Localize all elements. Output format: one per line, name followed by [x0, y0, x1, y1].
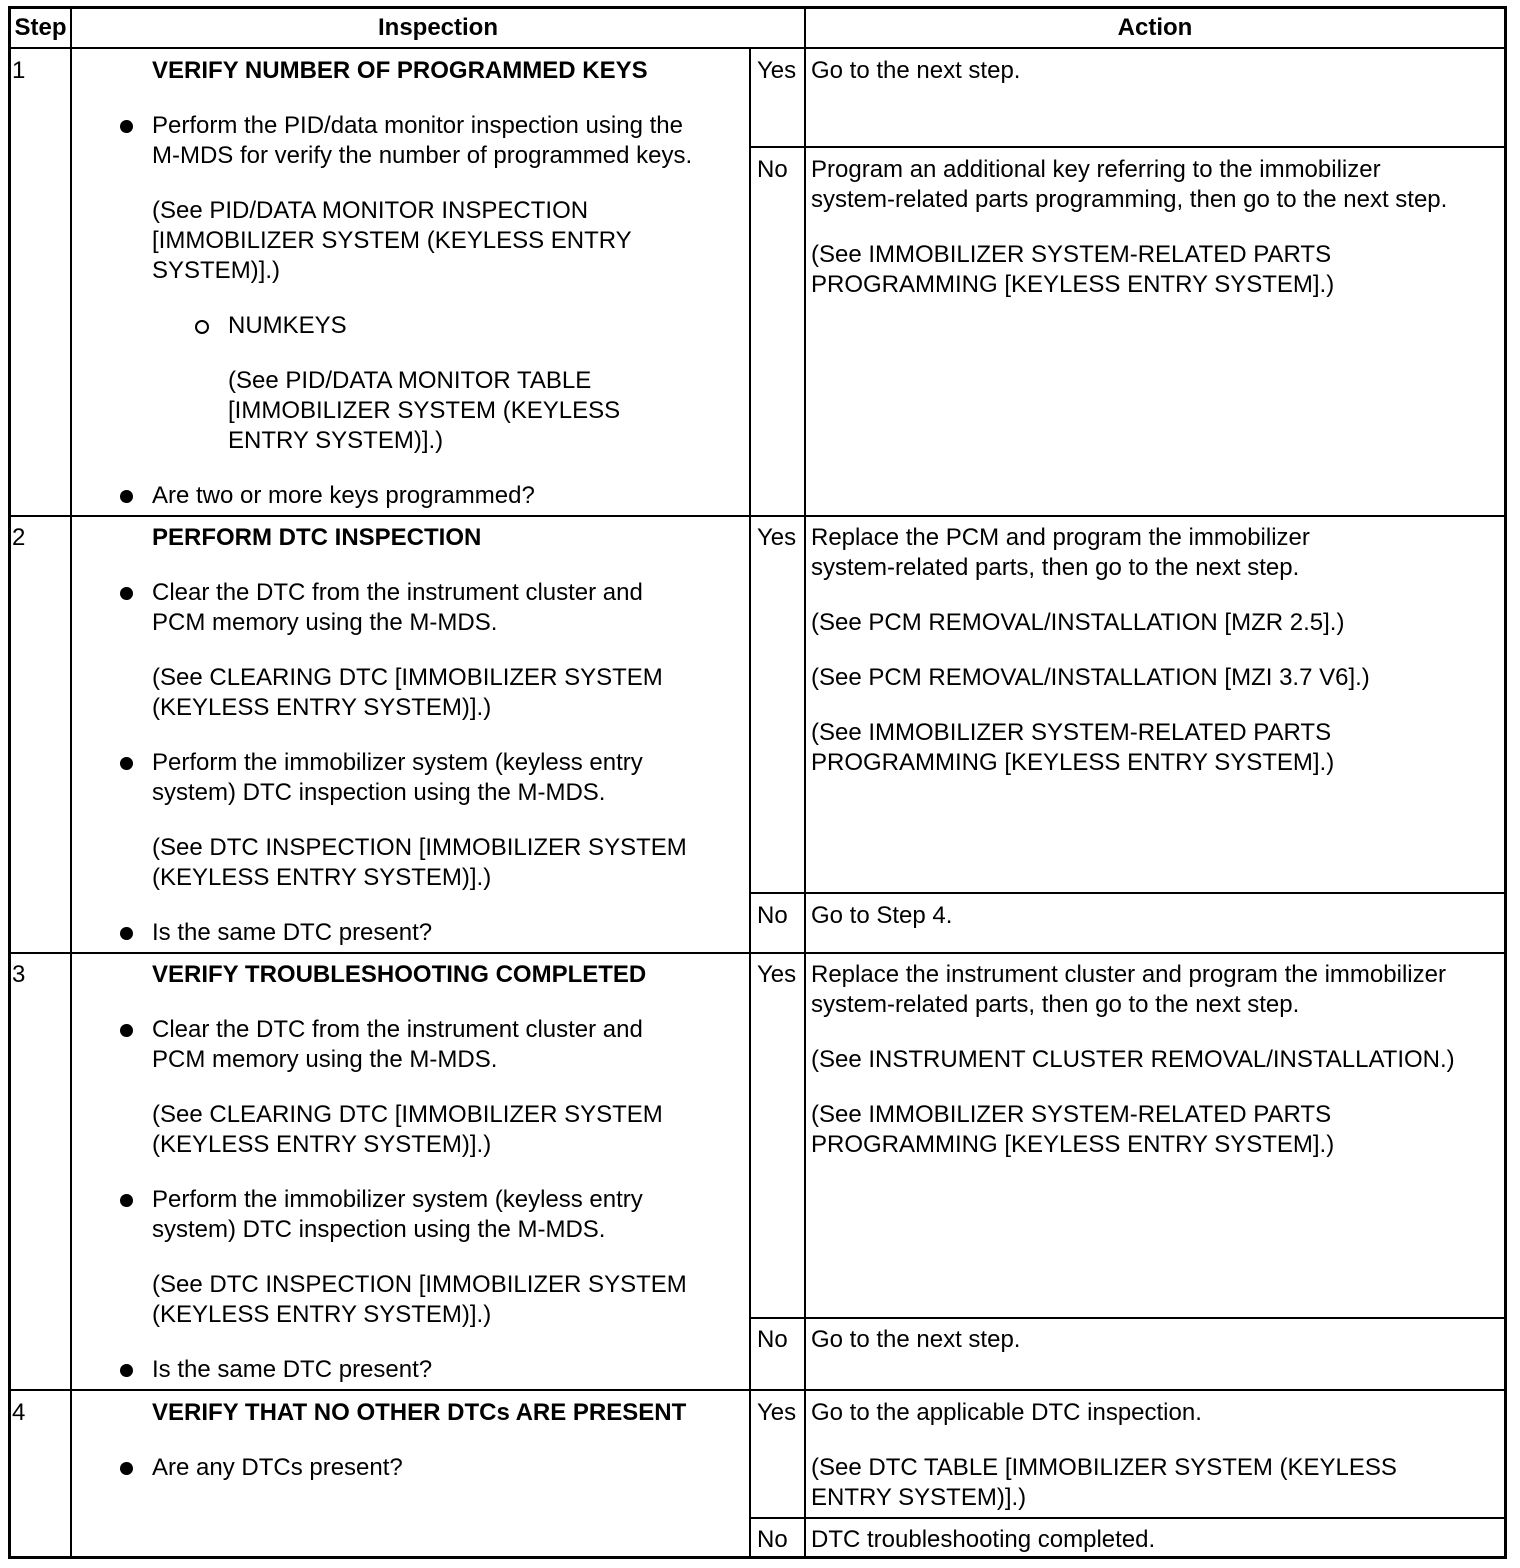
- row-divider-header: [8, 47, 1507, 49]
- yes-action: Replace the instrument cluster and program the immobilizer: [811, 961, 1446, 988]
- reference-text: (KEYLESS ENTRY SYSTEM)].): [152, 694, 492, 721]
- bullet-icon: [120, 1194, 133, 1207]
- no-action: system-related parts programming, then go to the next step.: [811, 186, 1448, 213]
- step-title: VERIFY NUMBER OF PROGRAMMED KEYS: [152, 57, 648, 84]
- bullet-text: system) DTC inspection using the M-MDS.: [152, 1216, 606, 1243]
- bullet-text: system) DTC inspection using the M-MDS.: [152, 779, 606, 806]
- bullet-text: M-MDS for verify the number of programmed keys.: [152, 142, 693, 169]
- no-label: No: [757, 1526, 788, 1553]
- bullet-icon: [120, 120, 133, 133]
- question-text: Is the same DTC present?: [152, 1356, 433, 1383]
- header-inspection: Inspection: [377, 14, 498, 41]
- yes-label: Yes: [757, 57, 797, 84]
- yes-reference: (See INSTRUMENT CLUSTER REMOVAL/INSTALLATION.): [811, 1046, 1455, 1073]
- reference-text: (KEYLESS ENTRY SYSTEM)].): [152, 1301, 492, 1328]
- header-step: Step: [14, 14, 67, 41]
- no-reference: (See IMMOBILIZER SYSTEM-RELATED PARTS: [811, 241, 1332, 268]
- no-reference: PROGRAMMING [KEYLESS ENTRY SYSTEM].): [811, 271, 1335, 298]
- bullet-text: Perform the immobilizer system (keyless entry: [152, 749, 643, 776]
- bullet-icon: [120, 490, 133, 503]
- yes-reference: (See IMMOBILIZER SYSTEM-RELATED PARTS: [811, 1101, 1332, 1128]
- yes-label: Yes: [757, 961, 797, 988]
- yes-reference: ENTRY SYSTEM)].): [811, 1484, 1027, 1511]
- reference-text: (See CLEARING DTC [IMMOBILIZER SYSTEM: [152, 664, 663, 691]
- reference-text: (See DTC INSPECTION [IMMOBILIZER SYSTEM: [152, 1271, 687, 1298]
- bullet-text: Perform the immobilizer system (keyless entry: [152, 1186, 643, 1213]
- yes-reference: PROGRAMMING [KEYLESS ENTRY SYSTEM].): [811, 1131, 1335, 1158]
- reference-text: SYSTEM)].): [152, 257, 281, 284]
- bullet-icon: [120, 1364, 133, 1377]
- bullet-icon: [120, 1024, 133, 1037]
- step-number: 4: [12, 1399, 26, 1426]
- question-text: Are any DTCs present?: [152, 1454, 403, 1481]
- bullet-icon: [120, 587, 133, 600]
- header-action: Action: [1117, 14, 1193, 41]
- reference-text: (KEYLESS ENTRY SYSTEM)].): [152, 1131, 492, 1158]
- reference-text: (See CLEARING DTC [IMMOBILIZER SYSTEM: [152, 1101, 663, 1128]
- yesno-divider-1: [749, 146, 1507, 148]
- yes-label: Yes: [757, 1399, 797, 1426]
- table-border-top: [8, 6, 1507, 9]
- yes-action: system-related parts, then go to the next step.: [811, 991, 1300, 1018]
- bullet-icon: [120, 927, 133, 940]
- no-action: Go to the next step.: [811, 1326, 1021, 1353]
- reference-text: (See DTC INSPECTION [IMMOBILIZER SYSTEM: [152, 834, 687, 861]
- yes-action: Go to the applicable DTC inspection.: [811, 1399, 1202, 1426]
- question-text: Is the same DTC present?: [152, 919, 433, 946]
- col-divider-action: [804, 6, 806, 1558]
- sub-bullet-text: NUMKEYS: [228, 312, 347, 339]
- bullet-text: PCM memory using the M-MDS.: [152, 609, 498, 636]
- table-border-right: [1504, 6, 1507, 1559]
- reference-text: ENTRY SYSTEM)].): [228, 427, 444, 454]
- sub-bullet-icon: [195, 320, 209, 334]
- bullet-text: Perform the PID/data monitor inspection using the: [152, 112, 683, 139]
- col-divider-step: [70, 6, 72, 1558]
- no-action: Go to Step 4.: [811, 902, 953, 929]
- reference-text: [IMMOBILIZER SYSTEM (KEYLESS ENTRY: [152, 227, 632, 254]
- reference-text: (KEYLESS ENTRY SYSTEM)].): [152, 864, 492, 891]
- table-border-bottom: [8, 1556, 1507, 1559]
- no-label: No: [757, 902, 788, 929]
- yes-reference: (See DTC TABLE [IMMOBILIZER SYSTEM (KEYLESS: [811, 1454, 1397, 1481]
- row-divider-3: [8, 1389, 1507, 1391]
- bullet-text: Clear the DTC from the instrument cluster and: [152, 579, 643, 606]
- step-number: 2: [12, 524, 26, 551]
- table-border-left: [8, 6, 11, 1559]
- no-label: No: [757, 1326, 788, 1353]
- reference-text: [IMMOBILIZER SYSTEM (KEYLESS: [228, 397, 621, 424]
- step-number: 1: [12, 57, 26, 84]
- yesno-divider-4: [749, 1517, 1507, 1519]
- yesno-divider-3: [749, 1317, 1507, 1319]
- yes-action: Go to the next step.: [811, 57, 1021, 84]
- yes-reference: (See PCM REMOVAL/INSTALLATION [MZR 2.5].): [811, 609, 1345, 636]
- yes-action: system-related parts, then go to the next step.: [811, 554, 1300, 581]
- yes-label: Yes: [757, 524, 797, 551]
- step-title: PERFORM DTC INSPECTION: [152, 524, 482, 551]
- yes-reference: (See PCM REMOVAL/INSTALLATION [MZI 3.7 V6].): [811, 664, 1370, 691]
- question-text: Are two or more keys programmed?: [152, 482, 535, 509]
- bullet-icon: [120, 1462, 133, 1475]
- step-number: 3: [12, 961, 26, 988]
- step-title: VERIFY TROUBLESHOOTING COMPLETED: [152, 961, 647, 988]
- reference-text: (See PID/DATA MONITOR INSPECTION: [152, 197, 589, 224]
- no-action: DTC troubleshooting completed.: [811, 1526, 1156, 1553]
- no-action: Program an additional key referring to the immobilizer: [811, 156, 1381, 183]
- step-title: VERIFY THAT NO OTHER DTCs ARE PRESENT: [152, 1399, 687, 1426]
- bullet-text: Clear the DTC from the instrument cluster and: [152, 1016, 643, 1043]
- no-label: No: [757, 156, 788, 183]
- yes-action: Replace the PCM and program the immobilizer: [811, 524, 1310, 551]
- row-divider-1: [8, 515, 1507, 517]
- yesno-divider-2: [749, 892, 1507, 894]
- reference-text: (See PID/DATA MONITOR TABLE: [228, 367, 592, 394]
- bullet-text: PCM memory using the M-MDS.: [152, 1046, 498, 1073]
- yes-reference: PROGRAMMING [KEYLESS ENTRY SYSTEM].): [811, 749, 1335, 776]
- row-divider-2: [8, 952, 1507, 954]
- bullet-icon: [120, 757, 133, 770]
- yes-reference: (See IMMOBILIZER SYSTEM-RELATED PARTS: [811, 719, 1332, 746]
- col-divider-yesno: [749, 48, 751, 1558]
